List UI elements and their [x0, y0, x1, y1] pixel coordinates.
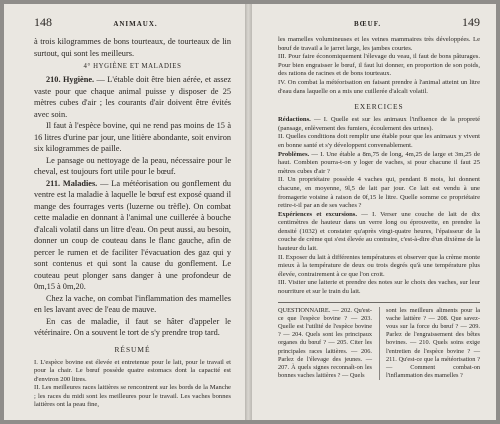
resume-item-2: II. Les meilleures races laitières se rencontrent sur les bords de la Manche ; les races du midi sont les meilleures pour le travail. Les vaches bonnes laitières ont la peau fine,: [34, 384, 231, 409]
resume-item-1: I. L'espèce bovine est élevée et entretenue pour le lait, pour le travail et pour la chair. Le bœuf possède quatre estomacs dont la capacité est d'environ 200 litres.: [34, 358, 231, 383]
redactions-text: — I. Quelle est sur les animaux l'influence de la propreté (pansage, enlèvement des fumiers, écoulement des urines). II. Quelles conditions doit remplir une étable pour que les animaux y vivent en bonne santé et s'y développent convenablement.: [278, 116, 480, 149]
redactions-block: [278, 116, 480, 150]
left-page-header: [34, 15, 231, 30]
questionnaire-divider: [278, 302, 480, 303]
exercices-title: EXERCICES: [354, 102, 404, 112]
resume-item-3: III. Pour faire économiquement l'élevage du veau, il faut de bons pâturages. Pour bien engraisser le bœuf, il faut lui donner, en proportion de son poids, des rations de racines et de bons tourteaux.: [278, 53, 480, 78]
paragraph-211: [34, 178, 231, 293]
paragraph-veterinaire: En cas de maladie, il faut se hâter d'appeler le vétérinaire. On a souvent le tort de s'y prendre trop tard.: [34, 316, 231, 337]
problemes-heading: Problèmes.: [278, 150, 310, 158]
questionnaire-column-right: sont les meilleurs aliments pour la vache laitière ? — 208. Que savez-vous sur la force du bœuf ? — 209. Parlez de l'engraissement des bêtes bovines. — 210. Quels soins exige l'entretien de l'espèce bovine ? — 211. Qu'est-ce que la météorisation ? — Comment combat-on l'inflammation des mamelles ?: [379, 307, 480, 381]
resume-continuation: les mamelles volumineuses et les veines mammaires très développées. Le bœuf de travail a le jarret large, les jambes courtes.: [278, 36, 480, 52]
problemes-block: [278, 151, 480, 211]
text-210: — L'étable doit être bien aérée, et assez vaste pour que chaque animal puisse y disposer de 25 mètres cubes d'air ; les courants d'air doivent être évités avec soin.: [34, 75, 231, 119]
heading-211: 211. Maladies.: [46, 178, 98, 188]
experiences-heading: Expériences et excursions.: [278, 210, 358, 218]
heading-210: 210. Hygiène.: [46, 75, 95, 84]
questionnaire: [278, 307, 480, 381]
text-211: — La météorisation ou gonflement du ventre est la maladie à laquelle le bœuf est exposé quand il mange des fourrages verts (luzerne ou trèfle). On combat cette maladie en donnant à l'animal une cuillerée à bouche d'alcali volatil dans un litre d'eau. On peut aussi, au besoin, donner un coup de couteau dans le flanc gauche, afin de percer le rumen et de faciliter l'évacuation des gaz qui y sont contenus et qui sont la cause du gonflement. Le couteau peut plonger sans danger à une profondeur de 0m,15 à 0m,20.: [34, 178, 231, 291]
book-gutter: [245, 4, 252, 420]
left-page: [4, 4, 245, 420]
paragraph-mammite: Chez la vache, on combat l'inflammation des mamelles en les lavant avec de l'eau de mauve.: [34, 293, 231, 314]
experiences-block: [278, 211, 480, 297]
redactions-heading: Rédactions.: [278, 116, 311, 124]
running-head-left: ANIMAUX.: [113, 20, 158, 28]
paragraph-pansage: Le pansage ou nettoyage de la peau, nécessaire pour le cheval, est toujours fort utile pour le bœuf.: [34, 155, 231, 176]
experiences-text: — I. Verser une couche de lait de dix centimètres de hauteur dans un verre long ou éprouvette, en prendre la densité (1032) et constater qu'après vingt-quatre heures, l'épaisseur de la couche de crème qui s'est élevée au contraire, c'est-à-dire d'un dixième de la hauteur du lait. II. Exposer du lait à différentes températures et observer que la crème monte mieux à la température de deux ou trois degrés qu'à une température plus élevée, contrairement à ce que l'on croit. III. Visiter une laiterie et prendre des notes sur le choix des vaches, sur leur nourriture et sur le train du lait.: [278, 210, 480, 296]
paragraph-intro: à trois kilogrammes de bons tourteaux, de tourteaux de lin surtout, qui sont les meilleurs.: [34, 37, 231, 58]
paragraph-210: [34, 74, 231, 120]
running-head-right: BŒUF.: [354, 20, 382, 28]
right-page: [252, 4, 496, 420]
problemes-text: — I. Une étable a 8m,75 de long, 4m,25 de large et 3m,25 de haut. Combien pourra-t-on y loger de vaches, si pour chacune il faut 25 mètres cubes d'air ? II. Un propriétaire possède 4 vaches qui, pendant 8 mois, lui donnent chacune, en moyenne, 9l,5 de lait par jour. Ce lait est vendu à une fromagerie voisine à raison de 0f,15 le litre. Quelle somme ce propriétaire retire-t-il par an de ses vaches ?: [278, 150, 480, 210]
page-number-left: 148: [34, 15, 52, 29]
page-number-right: 149: [462, 15, 480, 29]
paragraph-litiere: Il faut à l'espèce bovine, qui ne rend pas moins de 15 à 16 litres d'urine par jour, une litière abondante, soit environ six kilogrammes de paille.: [34, 121, 231, 153]
resume-title: RÉSUMÉ: [114, 344, 151, 354]
right-page-header: [278, 15, 480, 30]
section-heading: 4° HYGIÈNE ET MALADIES: [83, 63, 182, 70]
resume-item-4: IV. On combat la météorisation en faisant prendre à l'animal atteint un litre d'eau dans laquelle on a mis une cuillerée d'alcali volatil.: [278, 78, 480, 95]
questionnaire-column-left: QUESTIONNAIRE. — 202. Qu'est-ce que l'espèce bovine ? — 203. Quelle est l'utilité de l'espèce bovine ? — 204. Quels sont les principaux organes du bœuf ? — 205. Citer les principales races laitières. — 206. Parlez de l'élevage des jeunes. — 207. À quels signes reconnaît-on les bonnes vaches laitières ? — Quels: [278, 306, 372, 380]
